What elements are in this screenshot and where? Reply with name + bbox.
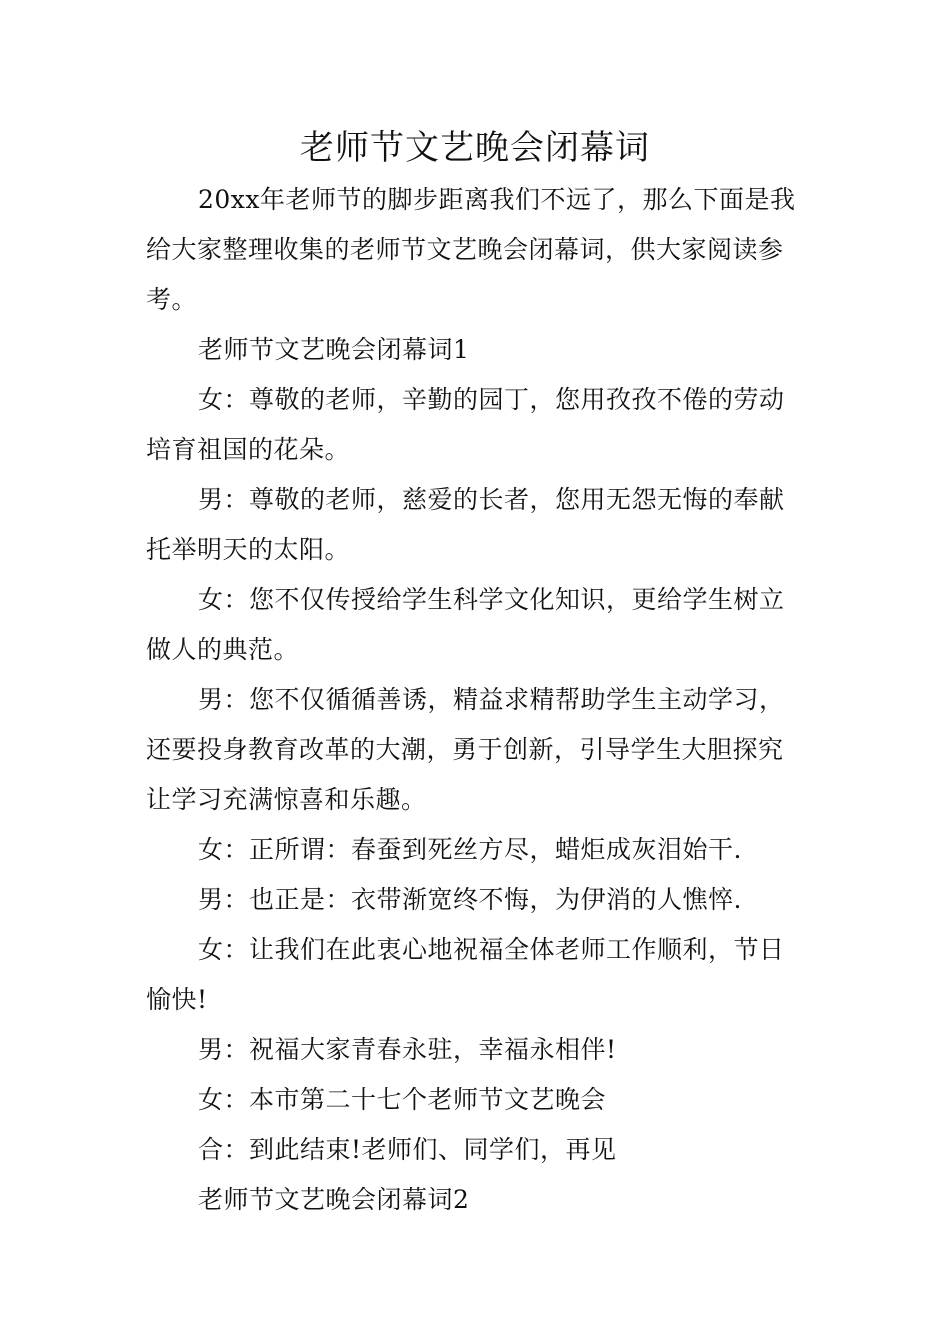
paragraph-intro: 20xx年老师节的脚步距离我们不远了，那么下面是我给大家整理收集的老师节文艺晚会闭幕词，供大家阅读参考。 [146,185,796,314]
paragraph-male-3: 男：也正是：衣带渐宽终不悔，为伊消的人憔悴. [198,885,742,914]
paragraph-together: 合：到此结束!老师们、同学们，再见 [198,1135,617,1164]
section-heading-2: 老师节文艺晚会闭幕词2 [198,1185,470,1214]
paragraph-female-5: 女：本市第二十七个老师节文艺晚会 [198,1085,607,1114]
paragraph-female-2: 女：您不仅传授给学生科学文化知识，更给学生树立做人的典范。 [146,585,785,664]
section-heading-1: 老师节文艺晚会闭幕词1 [198,335,470,364]
document-title: 老师节文艺晚会闭幕词 [300,128,650,168]
paragraph-male-1: 男：尊敬的老师，慈爱的长者，您用无怨无悔的奉献托举明天的太阳。 [146,485,785,564]
paragraph-male-2: 男：您不仅循循善诱，精益求精帮助学生主动学习，还要投身教育改革的大潮，勇于创新，引导学生大胆探究让学习充满惊喜和乐趣。 [146,685,785,814]
paragraph-female-3: 女：正所谓：春蚕到死丝方尽，蜡炬成灰泪始干. [198,835,742,864]
paragraph-male-4: 男：祝福大家青春永驻，幸福永相伴! [198,1035,617,1064]
paragraph-female-4: 女：让我们在此衷心地祝福全体老师工作顺利，节日愉快! [146,935,785,1014]
document-body [146,175,808,1225]
paragraph-female-1: 女：尊敬的老师，辛勤的园丁，您用孜孜不倦的劳动培育祖国的花朵。 [146,385,785,464]
